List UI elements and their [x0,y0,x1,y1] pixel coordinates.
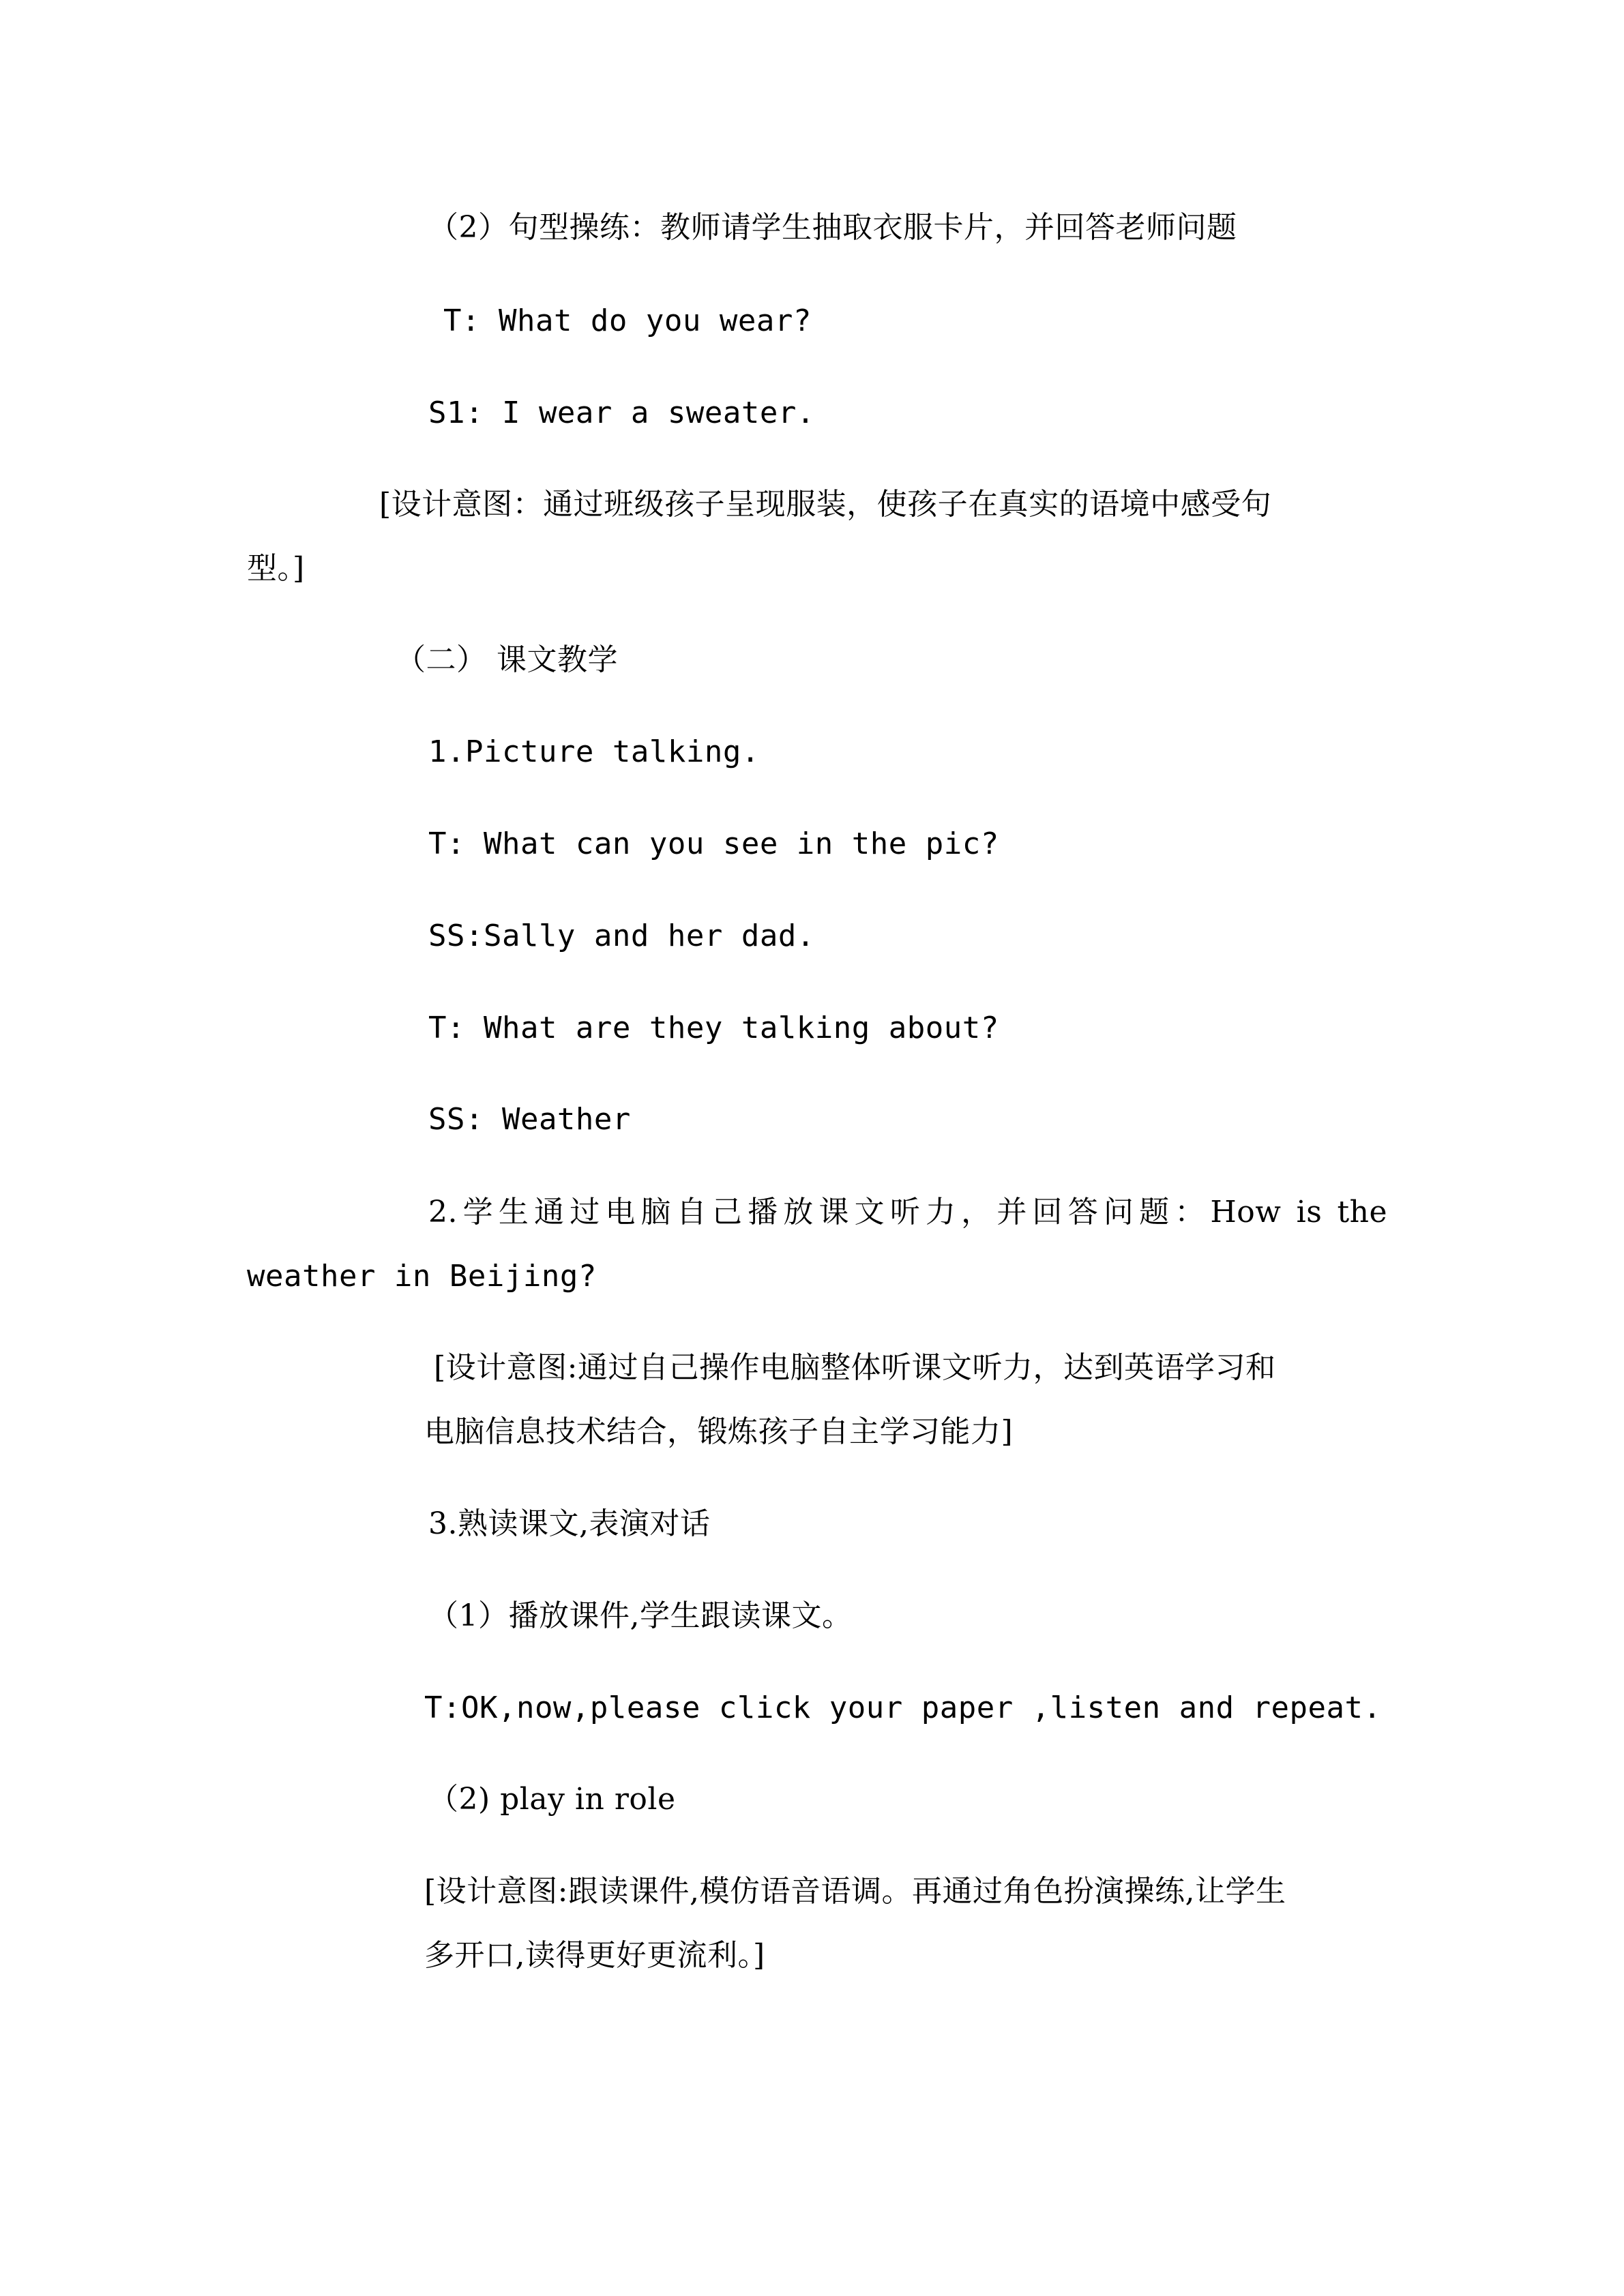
design-intent-note: [设计意图:通过自己操作电脑整体听课文听力，达到英语学习和 [434,1350,1276,1385]
design-intent-note-continued: 多开口,读得更好更流利。] [424,1938,765,1973]
step-heading: 1.Picture talking. [428,734,760,769]
step-heading-continued: weather in Beijing? [247,1259,597,1294]
dialogue-line: T: What can you see in the pic? [428,826,999,861]
step-heading: 3.熟读课文,表演对话 [428,1506,711,1541]
design-intent-note: [设计意图：通过班级孩子呈现服装，使孩子在真实的语境中感受句 [379,487,1272,522]
design-intent-note-continued: 型。] [247,551,305,586]
section-heading: （二） 课文教学 [396,642,618,677]
sub-step: （2) play in role [428,1782,676,1817]
dialogue-line: T:OK,now,please click your paper ,listen and repeat. [424,1690,1382,1725]
step-heading: 2.学生通过电脑自己播放课文听力，并回答问题：How is the [428,1195,1387,1229]
dialogue-line: SS:Sally and her dad. [428,919,815,953]
dialogue-line: T: What are they talking about? [428,1011,999,1045]
dialogue-line: T: What do you wear? [443,303,812,338]
dialogue-line: S1: I wear a sweater. [428,396,815,430]
sub-step: （1）播放课件,学生跟读课文。 [428,1598,853,1633]
drill-heading: （2）句型操练：教师请学生抽取衣服卡片，并回答老师问题 [428,210,1237,245]
dialogue-line: SS: Weather [428,1102,631,1137]
design-intent-note-continued: 电脑信息技术结合，锻炼孩子自主学习能力] [424,1414,1014,1449]
design-intent-note: [设计意图:跟读课件,模仿语音语调。再通过角色扮演操练,让学生 [424,1874,1286,1909]
